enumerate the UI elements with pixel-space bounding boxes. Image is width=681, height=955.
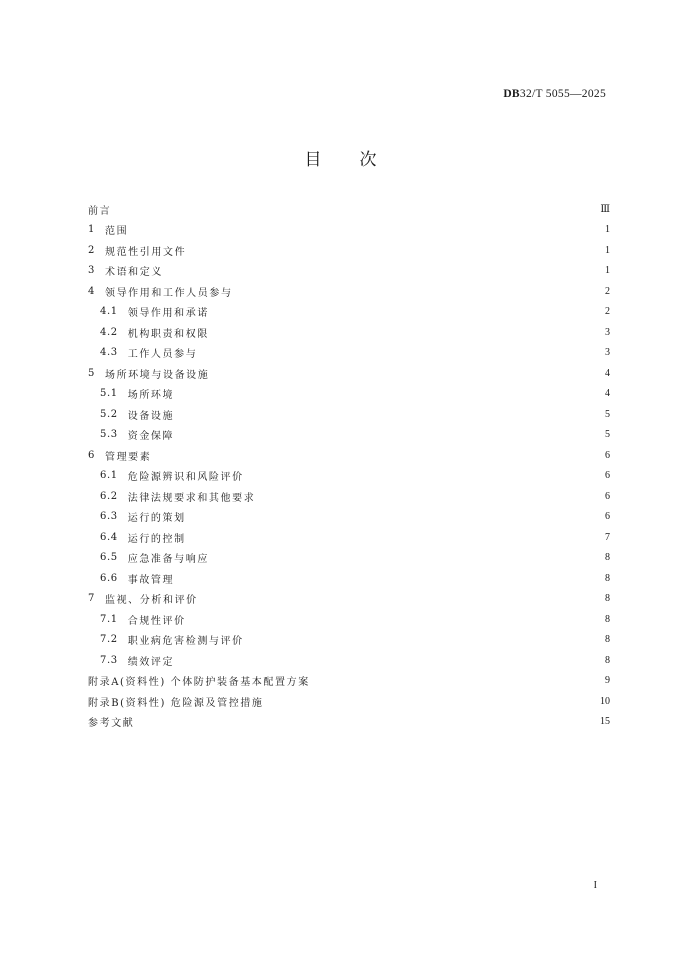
toc-leader-dots <box>192 245 602 255</box>
toc-entry-page: 1 <box>605 224 610 236</box>
toc-leader-dots <box>157 450 602 460</box>
toc-entry-page: 6 <box>605 470 610 482</box>
toc-entry[interactable] <box>88 281 610 302</box>
toc-entry-number: 3 <box>88 265 95 277</box>
toc-entry-page: 1 <box>605 244 610 256</box>
toc-entry-number: 5.3 <box>100 429 118 441</box>
toc-entry-label: 参考文献 <box>88 718 135 730</box>
toc-entry-page: 2 <box>605 306 610 318</box>
toc-leader-dots <box>215 368 602 378</box>
toc-entry-number: 6.5 <box>100 552 118 564</box>
toc-entry-number: 2 <box>88 244 95 256</box>
toc-leader-dots <box>316 676 602 686</box>
toc-entry[interactable] <box>88 507 610 528</box>
toc-entry-number: 6.4 <box>100 531 118 543</box>
toc-entry[interactable] <box>88 404 610 425</box>
toc-entry-label: 运行的策划 <box>127 513 186 525</box>
toc-entry-number: 6 <box>88 449 95 461</box>
toc-entry-label: 工作人员参与 <box>127 349 198 361</box>
toc-entry[interactable] <box>88 199 610 220</box>
toc-entry-label: 绩效评定 <box>127 656 175 668</box>
toc-leader-dots <box>250 471 602 481</box>
toc-entry[interactable] <box>88 384 610 405</box>
toc-entry[interactable] <box>88 650 610 671</box>
toc-entry-page: 8 <box>605 654 610 666</box>
toc-leader-dots <box>270 696 598 706</box>
toc-entry-number: 4.1 <box>100 306 118 318</box>
toc-entry-page: 9 <box>605 675 610 687</box>
toc-leader-dots <box>117 204 598 214</box>
toc-entry-label: 场所环境与设备设施 <box>104 369 210 381</box>
toc-entry[interactable] <box>88 425 610 446</box>
toc-leader-dots <box>215 553 602 563</box>
toc-entry-number: 5.1 <box>100 388 118 400</box>
toc-entry-label: 职业病危害检测与评价 <box>127 636 244 648</box>
toc-entry-page: 8 <box>605 552 610 564</box>
toc-entry-page: 8 <box>605 634 610 646</box>
toc-entry-page: Ⅲ <box>600 203 610 215</box>
toc-entry-label: 应急准备与响应 <box>127 554 209 566</box>
toc-entry-page: 8 <box>605 613 610 625</box>
toc-entry[interactable] <box>88 671 610 692</box>
toc-entry-page: 7 <box>605 531 610 543</box>
toc-entry-number: 7.3 <box>100 654 118 666</box>
toc-entry[interactable] <box>88 343 610 364</box>
toc-leader-dots <box>169 266 602 276</box>
toc-entry-number: 1 <box>88 224 95 236</box>
standard-code <box>503 88 606 100</box>
toc-entry-label: 管理要素 <box>104 451 152 463</box>
toc-leader-dots <box>180 409 602 419</box>
toc-leader-dots <box>215 327 602 337</box>
toc-entry-number: 5.2 <box>100 408 118 420</box>
toc-leader-dots <box>134 225 602 235</box>
toc-entry-number: 6.3 <box>100 511 118 523</box>
toc-entry-page: 15 <box>600 716 610 728</box>
toc-entry-page: 3 <box>605 347 610 359</box>
toc-entry-number: 5 <box>88 367 95 379</box>
toc-leader-dots <box>180 389 602 399</box>
toc-entry[interactable] <box>88 261 610 282</box>
toc-entry-page: 8 <box>605 572 610 584</box>
toc-entry-page: 6 <box>605 490 610 502</box>
toc-entry[interactable] <box>88 322 610 343</box>
toc-entry-page: 4 <box>605 367 610 379</box>
toc-entry-label: 设备设施 <box>127 410 175 422</box>
toc-leader-dots <box>250 635 602 645</box>
toc-entry-label: 前言 <box>88 205 112 217</box>
toc-entry-page: 10 <box>600 695 610 707</box>
toc-entry[interactable] <box>88 568 610 589</box>
toc-entry-page: 4 <box>605 388 610 400</box>
toc-entry-label: 附录A(资料性) 个体防护装备基本配置方案 <box>88 677 310 689</box>
toc-entry-label: 监视、分析和评价 <box>104 595 198 607</box>
toc-entry[interactable] <box>88 691 610 712</box>
toc-entry[interactable] <box>88 363 610 384</box>
toc-entry[interactable] <box>88 220 610 241</box>
page-title: 目次 <box>304 150 415 170</box>
toc-entry-number: 6.1 <box>100 470 118 482</box>
standard-code-prefix: DB <box>503 88 520 100</box>
toc-leader-dots <box>261 491 602 501</box>
toc-entry-label: 领导作用和工作人员参与 <box>104 287 233 299</box>
toc-entry-page: 8 <box>605 593 610 605</box>
toc-entry[interactable] <box>88 466 610 487</box>
toc-entry[interactable] <box>88 486 610 507</box>
toc-leader-dots <box>180 430 602 440</box>
toc-entry-label: 事故管理 <box>127 574 175 586</box>
toc-entry-label: 附录B(资料性) 危险源及管控措施 <box>88 697 264 709</box>
toc-entry-number: 7 <box>88 593 95 605</box>
toc-entry-page: 6 <box>605 511 610 523</box>
toc-entry[interactable] <box>88 445 610 466</box>
toc-leader-dots <box>204 594 602 604</box>
toc-entry-label: 法律法规要求和其他要求 <box>127 492 256 504</box>
toc-entry[interactable] <box>88 712 610 733</box>
toc-leader-dots <box>180 655 602 665</box>
toc-leader-dots <box>203 348 602 358</box>
toc-entry-label: 规范性引用文件 <box>104 246 187 258</box>
toc-entry-label: 范围 <box>104 226 129 238</box>
toc-entry-number: 6.6 <box>100 572 118 584</box>
toc-entry-number: 4.3 <box>100 347 118 359</box>
toc-entry-page: 5 <box>605 429 610 441</box>
toc-entry-label: 运行的控制 <box>127 533 186 545</box>
toc-entry-page: 6 <box>605 449 610 461</box>
toc-leader-dots <box>239 286 602 296</box>
toc-leader-dots <box>192 532 602 542</box>
toc-entry[interactable] <box>88 240 610 261</box>
toc-entry-page: 2 <box>605 285 610 297</box>
toc-entry-label: 资金保障 <box>127 431 175 443</box>
footer-page-number: I <box>593 880 597 891</box>
toc-entry-page: 5 <box>605 408 610 420</box>
toc-entry[interactable] <box>88 609 610 630</box>
toc-entry[interactable] <box>88 589 610 610</box>
toc-leader-dots <box>215 307 602 317</box>
toc-entry-label: 术语和定义 <box>104 267 163 279</box>
toc-leader-dots <box>192 614 602 624</box>
toc-entry[interactable] <box>88 548 610 569</box>
toc-leader-dots <box>180 573 602 583</box>
toc-entry-number: 6.2 <box>100 490 118 502</box>
table-of-contents <box>88 199 610 732</box>
toc-entry-number: 7.1 <box>100 613 118 625</box>
toc-entry-number: 7.2 <box>100 634 118 646</box>
toc-entry-page: 3 <box>605 326 610 338</box>
toc-entry[interactable] <box>88 630 610 651</box>
toc-entry-number: 4.2 <box>100 326 118 338</box>
toc-entry-page: 1 <box>605 265 610 277</box>
toc-leader-dots <box>192 512 602 522</box>
toc-entry-label: 场所环境 <box>127 390 175 402</box>
toc-entry-label: 领导作用和承诺 <box>127 308 209 320</box>
toc-entry[interactable] <box>88 302 610 323</box>
toc-entry-label: 合规性评价 <box>127 615 186 627</box>
standard-code-rest: 32/T 5055—2025 <box>519 88 606 100</box>
toc-entry-number: 4 <box>88 285 95 297</box>
toc-leader-dots <box>140 717 598 727</box>
toc-entry-label: 机构职责和权限 <box>127 328 209 340</box>
toc-entry[interactable] <box>88 527 610 548</box>
toc-entry-label: 危险源辨识和风险评价 <box>127 472 244 484</box>
